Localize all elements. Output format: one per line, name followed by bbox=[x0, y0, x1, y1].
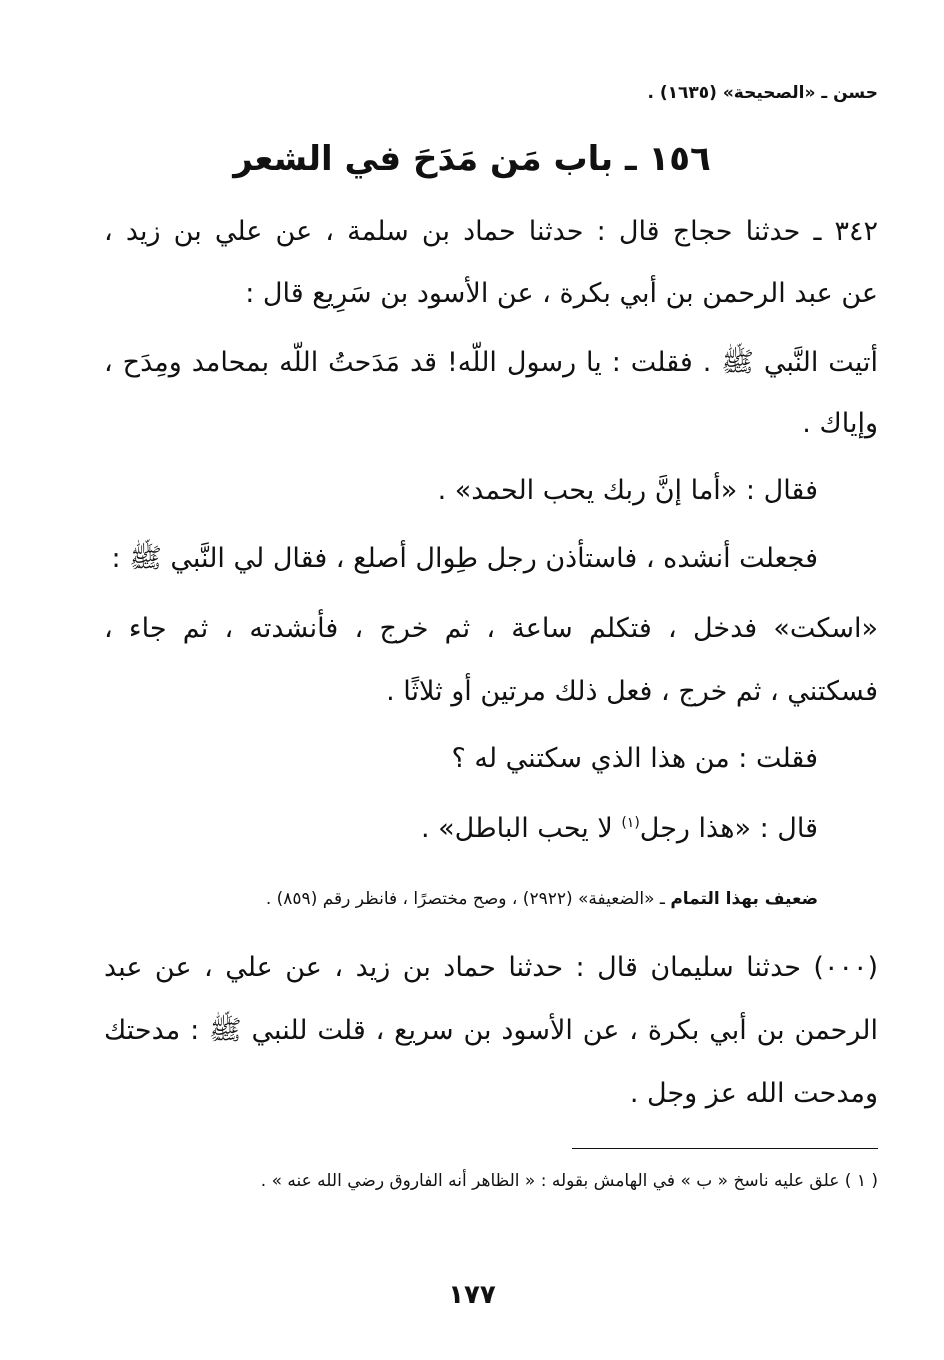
footnote-marker: (١) bbox=[621, 815, 640, 831]
hadith-342-line-1: ٣٤٢ ـ حدثنا حجاج قال : حدثنا حماد بن سلمة ، عن علي بن زيد ، bbox=[104, 216, 878, 247]
hadith-342-line-10 bbox=[421, 811, 818, 847]
grade-note-lead: ضعيف بهذا التمام bbox=[670, 889, 818, 909]
page-number: ١٧٧ bbox=[448, 1280, 496, 1310]
header-note: حسن ـ «الصحيحة» (١٦٣٥) . bbox=[647, 83, 878, 103]
hadith-342-line-6: فجعلت أنشده ، فاستأذن رجل طِوال أصلع ، فقال لي النَّبي ﷺ : bbox=[111, 543, 818, 574]
footnote: ( ١ ) علق عليه ناسخ « ب » في الهامش بقوله : « الظاهر أنه الفاروق رضي الله عنه » . bbox=[260, 1171, 878, 1191]
footnote-divider bbox=[572, 1148, 878, 1149]
hadith-342-line-7: «اسكت» فدخل ، فتكلم ساعة ، ثم خرج ، فأنشدته ، ثم جاء ، bbox=[104, 613, 878, 644]
hadith-342-line-4: وإياك . bbox=[802, 408, 878, 439]
hadith-342-line-9: فقلت : من هذا الذي سكتني له ؟ bbox=[451, 743, 818, 774]
hadith-342-line-10-end: لا يحب الباطل» . bbox=[421, 813, 622, 844]
hadith-000-line-3: ومدحت الله عز وجل . bbox=[629, 1078, 878, 1109]
hadith-342-line-10-start: قال : «هذا رجل bbox=[639, 813, 818, 844]
hadith-000-line-2: الرحمن بن أبي بكرة ، عن الأسود بن سريع ، قلت للنبي ﷺ : مدحتك bbox=[104, 1015, 878, 1046]
hadith-000-line-1: (٠٠٠) حدثنا سليمان قال : حدثنا حماد بن زيد ، عن علي ، عن عبد bbox=[104, 952, 878, 983]
hadith-342-line-3: أتيت النَّبي ﷺ . فقلت : يا رسول اللّه! قد مَدَحتُ اللّه بمحامد ومِدَح ، bbox=[104, 347, 878, 378]
hadith-342-line-8: فسكتني ، ثم خرج ، فعل ذلك مرتين أو ثلاثًا . bbox=[386, 676, 878, 707]
hadith-342-line-2: عن عبد الرحمن بن أبي بكرة ، عن الأسود بن سَرِيع قال : bbox=[245, 278, 878, 309]
chapter-title: ١٥٦ ـ باب مَن مَدَحَ في الشعر bbox=[233, 139, 711, 179]
grade-note bbox=[266, 886, 818, 912]
hadith-342-line-5: فقال : «أما إنَّ ربك يحب الحمد» . bbox=[437, 475, 818, 506]
grade-note-rest: ـ «الضعيفة» (٢٩٢٢) ، وصح مختصرًا ، فانظر رقم (٨٥٩) . bbox=[265, 889, 671, 909]
